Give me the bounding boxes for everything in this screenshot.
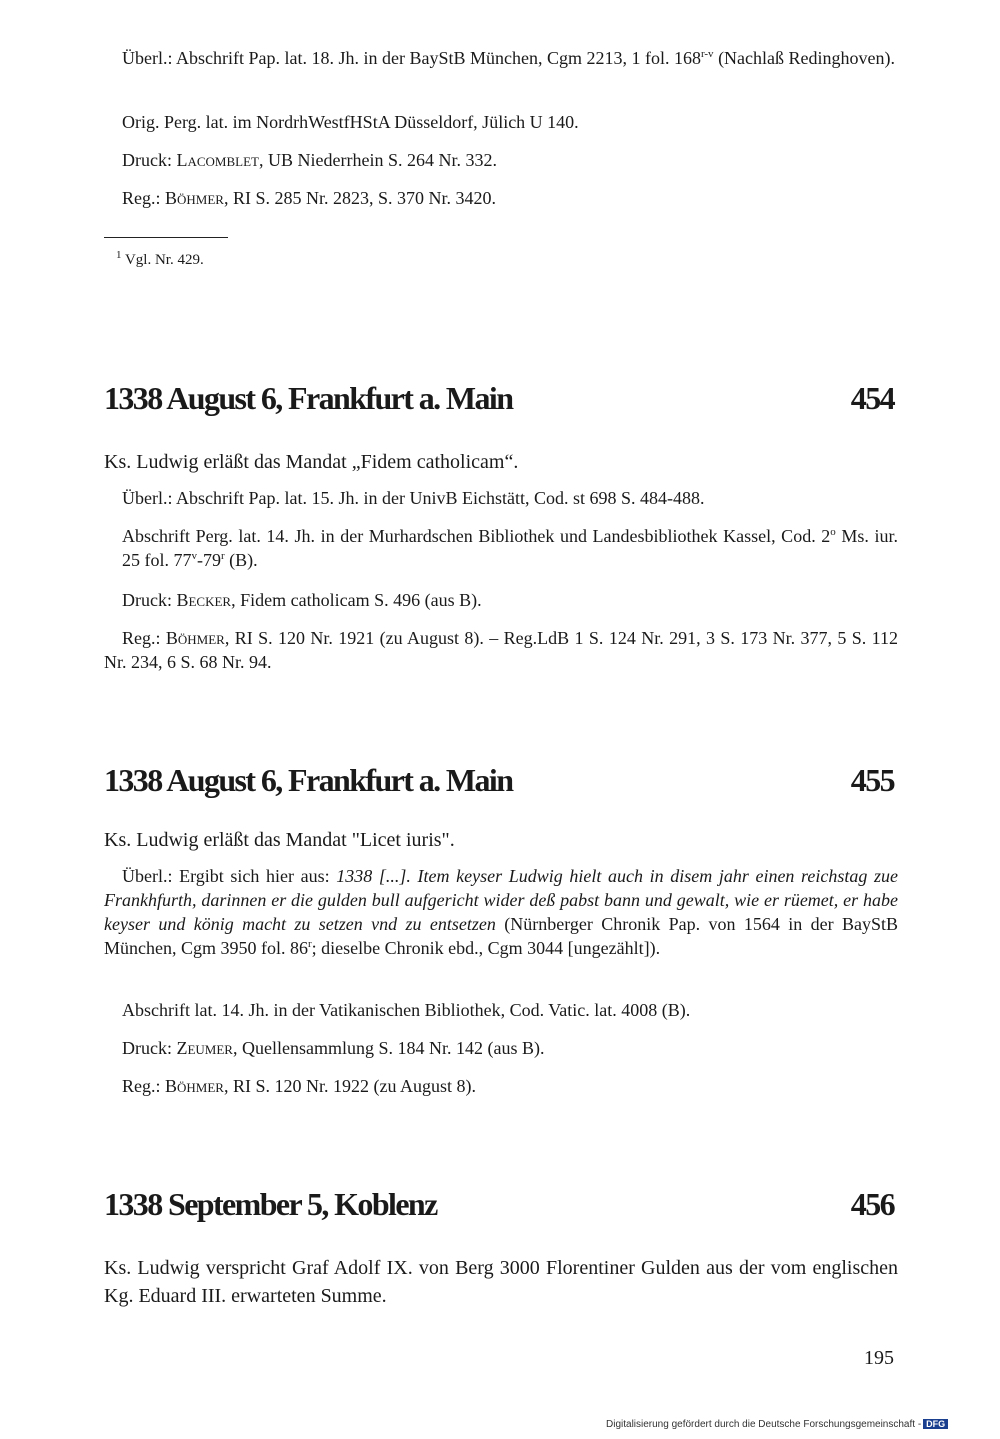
ueberlieferung-note: Überl.: Abschrift Pap. lat. 18. Jh. in der BayStB München, Cgm 2213, 1 fol. 168$^{r-v}$ (Nachlaß Redinghoven).: [122, 48, 896, 68]
entry-456-heading: [104, 1186, 894, 1230]
entry-455-regest: Reg.: Böhmer, RI S. 120 Nr. 1922 (zu August 8).: [122, 1076, 476, 1096]
entry-454-heading: [104, 380, 894, 424]
entry-number: 455: [850, 762, 894, 798]
footnote-divider: [104, 237, 228, 238]
druck-note: Druck: Lacomblet, UB Niederrhein S. 264 Nr. 332.: [122, 150, 497, 170]
entry-455-ueberlieferung: Überl.: Ergibt sich hier aus: 1338 [...]. Item keyser Ludwig hielt auch in disem jahr einen reichstag zue Frankhfurth, darinnen er die gulden bull aufgericht wider deß pabst bann und gewalt, wie er rüemet, er habe keyser und könig macht zu setzen vnd zu entsetzen (Nürnberger Chronik Pap. von 1564 in der BayStB München, Cgm 3950 fol. 86$^r$; dieselbe Chronik ebd., Cgm 3044 [ungezählt]).: [104, 866, 898, 958]
entry-number: 456: [850, 1186, 894, 1222]
dfg-logo: DFG: [923, 1419, 948, 1429]
entry-456-summary: Ks. Ludwig verspricht Graf Adolf IX. von Berg 3000 Florentiner Gulden aus der vom englischen Kg. Eduard III. erwarteten Summe.: [104, 1257, 898, 1307]
original-note: Orig. Perg. lat. im NordrhWestfHStA Düsseldorf, Jülich U 140.: [122, 112, 579, 132]
entry-date-place: 1338 September 5, Koblenz: [104, 1186, 437, 1222]
footer-credit: Digitalisierung gefördert durch die Deutsche Forschungsgemeinschaft - DFG: [606, 1419, 948, 1430]
entry-454-ueberlieferung: Überl.: Abschrift Pap. lat. 15. Jh. in der UnivB Eichstätt, Cod. st 698 S. 484-488.: [122, 488, 705, 508]
entry-date-place: 1338 August 6, Frankfurt a. Main: [104, 762, 513, 798]
entry-454-summary: Ks. Ludwig erläßt das Mandat „Fidem catholicam“.: [104, 451, 519, 473]
entry-454-regest: Reg.: Böhmer, RI S. 120 Nr. 1921 (zu August 8). – Reg.LdB 1 S. 124 Nr. 291, 3 S. 173 Nr. 377, 5 S. 112 Nr. 234, 6 S. 68 Nr. 94.: [104, 628, 898, 672]
entry-454-abschrift: Abschrift Perg. lat. 14. Jh. in der Murhardschen Bibliothek und Landesbibliothek Kassel, Cod. 2$^o$ Ms. iur. 25 fol. 77$^v$-79$^r$ (B).: [122, 526, 898, 570]
regest-note: Reg.: Böhmer, RI S. 285 Nr. 2823, S. 370 Nr. 3420.: [122, 188, 496, 208]
page-number: 195: [864, 1347, 894, 1369]
entry-455-abschrift: Abschrift lat. 14. Jh. in der Vatikanischen Bibliothek, Cod. Vatic. lat. 4008 (B).: [122, 1000, 691, 1020]
entry-454-druck: Druck: Becker, Fidem catholicam S. 496 (aus B).: [122, 590, 482, 610]
entry-455-druck: Druck: Zeumer, Quellensammlung S. 184 Nr. 142 (aus B).: [122, 1038, 545, 1058]
entry-455-summary: Ks. Ludwig erläßt das Mandat "Licet iuris".: [104, 829, 455, 851]
entry-number: 454: [850, 380, 894, 416]
entry-date-place: 1338 August 6, Frankfurt a. Main: [104, 380, 513, 416]
entry-455-heading: [104, 762, 894, 806]
footnote: $^1$ Vgl. Nr. 429.: [116, 249, 204, 268]
